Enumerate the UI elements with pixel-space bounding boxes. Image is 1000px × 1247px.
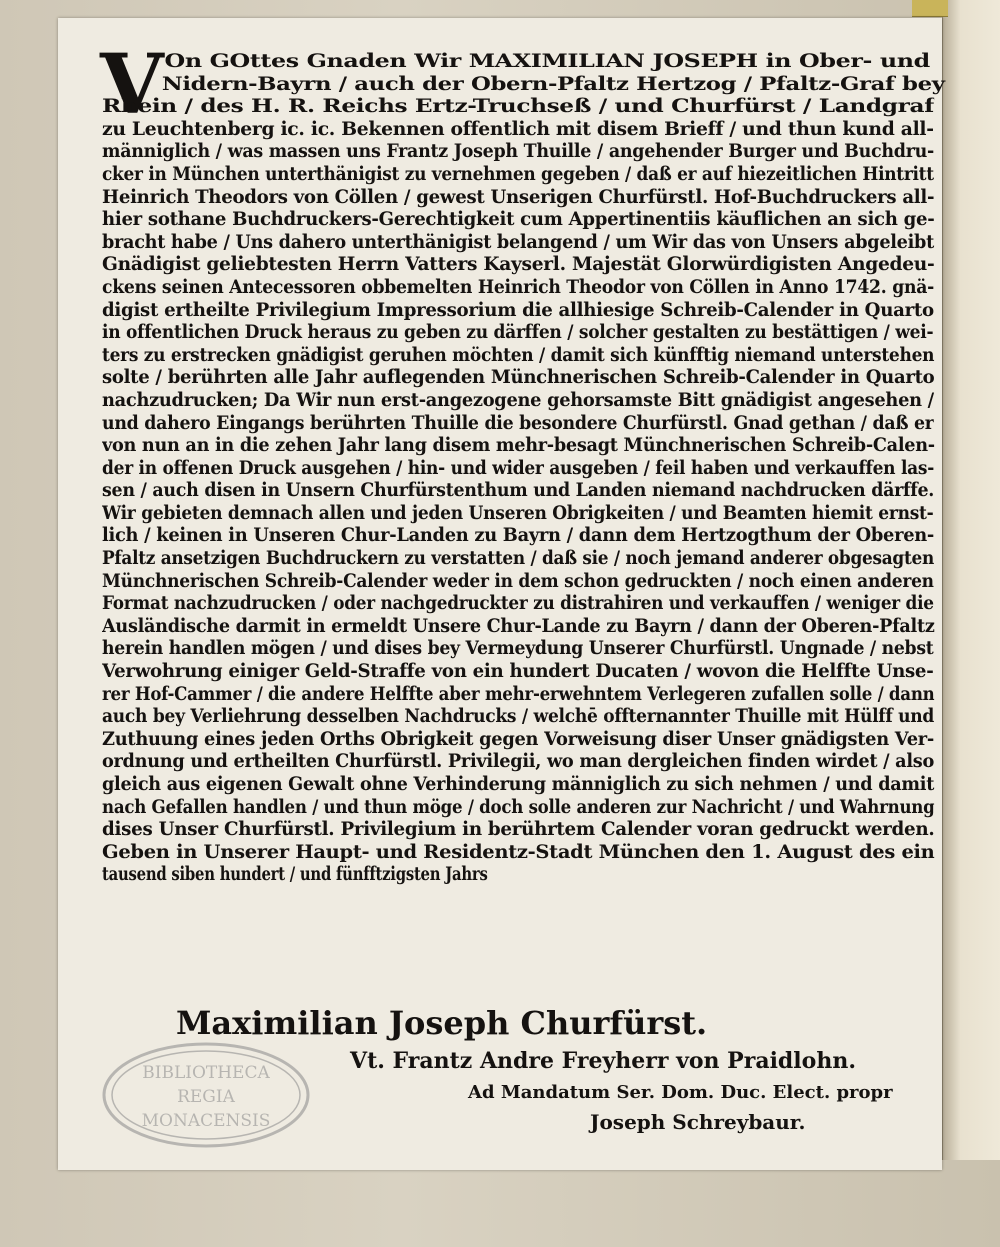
text-line: Format nachzudrucken / oder nachgedruckter zu distrahiren und verkauffen / weniger die bbox=[102, 592, 934, 615]
text-line: herein handlen mögen / und dises bey Vermeydung Unserer Churfürstl. Ungnade / nebst bbox=[102, 637, 934, 660]
privilege-text bbox=[102, 50, 945, 886]
text-line: zu Leuchtenberg ic. ic. Bekennen offentlich mit disem Brieff / und thun kund all- bbox=[102, 117, 934, 140]
text-line: rer Hof-Cammer / die andere Helffte aber mehr-erwehntem Verlegeren zufallen solle / dann bbox=[102, 682, 935, 705]
text-line: Wir gebieten demnach allen und jeden Unseren Obrigkeiten / und Beamten hiemit ernst- bbox=[102, 501, 934, 524]
text-line: und dahero Eingangs berührten Thuille die besondere Churfürstl. Gnad gethan / daß er bbox=[102, 411, 934, 434]
text-line: lich / keinen in Unseren Chur-Landen zu Bayrn / dann dem Hertzogthum der Oberen- bbox=[102, 524, 935, 547]
text-line: Heinrich Theodors von Cöllen / gewest Unserigen Churfürstl. Hof-Buchdruckers all- bbox=[102, 185, 934, 208]
signature-elector: Maximilian Joseph Churfürst. bbox=[176, 1004, 708, 1042]
mandate-line: Ad Mandatum Ser. Dom. Duc. Elect. propr bbox=[468, 1082, 893, 1103]
text-line: nachzudrucken; Da Wir nun erst-angezogene gehorsamste Bitt gnädigist angesehen / bbox=[102, 388, 934, 411]
text-line: auch bey Verliehrung desselben Nachdrucks / welchē offternannter Thuille mit Hülff und bbox=[102, 705, 935, 728]
decorated-initial: V bbox=[100, 37, 164, 133]
text-line: ckens seinen Antecessoren obbemelten Heinrich Theodor von Cöllen in Anno 1742. gnä- bbox=[102, 275, 934, 298]
text-line: von nun an in die zehen Jahr lang disem mehr-besagt Münchnerischen Schreib-Calen- bbox=[102, 434, 935, 457]
clerk-signature: Joseph Schreybaur. bbox=[590, 1110, 806, 1134]
adjacent-page-edge bbox=[942, 0, 1000, 1160]
text-line: Geben in Unserer Haupt- und Residentz-Stadt München den 1. August des ein bbox=[102, 840, 935, 863]
text-line: in offentlichen Druck heraus zu geben zu därffen / solcher gestalten zu bestättigen / wei- bbox=[102, 321, 934, 344]
text-line: Zuthuung eines jeden Orths Obrigkeit gegen Vorweisung diser Unser gnädigsten Ver- bbox=[102, 727, 934, 750]
document-page bbox=[58, 18, 945, 1170]
color-calibration-tab bbox=[912, 0, 948, 17]
stamp-line-3: MONACENSIS bbox=[141, 1111, 271, 1131]
text-line: Gnädigist geliebtesten Herrn Vatters Kayserl. Majestät Glorwürdigisten Angedeu- bbox=[102, 253, 935, 276]
countersignature: Vt. Frantz Andre Freyherr von Praidlohn. bbox=[350, 1048, 856, 1074]
text-line: hier sothane Buchdruckers-Gerechtigkeit cum Appertinentiis käuflichen an sich ge- bbox=[102, 208, 935, 231]
text-line: der in offenen Druck ausgehen / hin- und wider ausgeben / feil haben und verkauffen las- bbox=[102, 456, 935, 479]
text-line: dises Unser Churfürstl. Privilegium in berührtem Calender voran gedruckt werden. bbox=[102, 818, 935, 841]
text-line: sen / auch disen in Unsern Churfürstenthum und Landen niemand nachdrucken därffe. bbox=[102, 479, 934, 502]
text-line: Münchnerischen Schreib-Calender weder in dem schon gedruckten / noch einen anderen bbox=[102, 569, 934, 592]
stamp-line-2: REGIA bbox=[177, 1087, 235, 1107]
text-line: On GOttes Gnaden Wir MAXIMILIAN JOSEPH in Ober- und bbox=[164, 50, 930, 72]
stamp-line-1: BIBLIOTHECA bbox=[142, 1063, 270, 1083]
text-line: cker in München unterthänigist zu vernehmen gegeben / daß er auf hiezeitlichen Hintritt bbox=[102, 162, 934, 185]
text-line: Ausländische darmit in ermeldt Unsere Chur-Lande zu Bayrn / dann der Oberen-Pfaltz bbox=[102, 614, 935, 637]
text-line: Pfaltz ansetzigen Buchdruckern zu verstatten / daß sie / noch jemand anderer obgesagten bbox=[102, 547, 935, 570]
text-line: tausend siben hundert / und fünfftzigsten Jahrs bbox=[102, 863, 488, 886]
text-line: Rhein / des H. R. Reichs Ertz-Truchseß / und Churfürst / Landgraf bbox=[102, 95, 934, 118]
text-line: bracht habe / Uns dahero unterthänigist belangend / um Wir das von Unsers abgeleibt bbox=[102, 230, 934, 253]
text-line: Verwohrung einiger Geld-Straffe von ein hundert Ducaten / wovon die Helffte Unse- bbox=[102, 660, 934, 683]
text-line: ters zu erstrecken gnädigist geruhen möchten / damit sich künfftig niemand unterstehen bbox=[102, 343, 935, 366]
text-line: digist ertheilte Privilegium Impressorium die allhiesige Schreib-Calender in Quarto bbox=[102, 298, 934, 321]
text-line: Nidern-Bayrn / auch der Obern-Pfaltz Hertzog / Pfaltz-Graf bey bbox=[161, 72, 945, 95]
text-line: solte / berührten alle Jahr auflegenden Münchnerischen Schreib-Calender in Quarto bbox=[102, 366, 935, 389]
text-line: männiglich / was massen uns Frantz Joseph Thuille / angehender Burger und Buchdru- bbox=[102, 140, 934, 163]
library-stamp bbox=[100, 1040, 312, 1150]
text-line: nach Gefallen handlen / und thun möge / doch solle anderen zur Nachricht / und Wahrnung bbox=[102, 795, 935, 818]
text-line: gleich aus eigenen Gewalt ohne Verhinderung männiglich zu sich nehmen / und damit bbox=[102, 773, 935, 795]
text-line: ordnung und ertheilten Churfürstl. Privilegii, wo man dergleichen finden wirdet / also bbox=[102, 750, 934, 773]
